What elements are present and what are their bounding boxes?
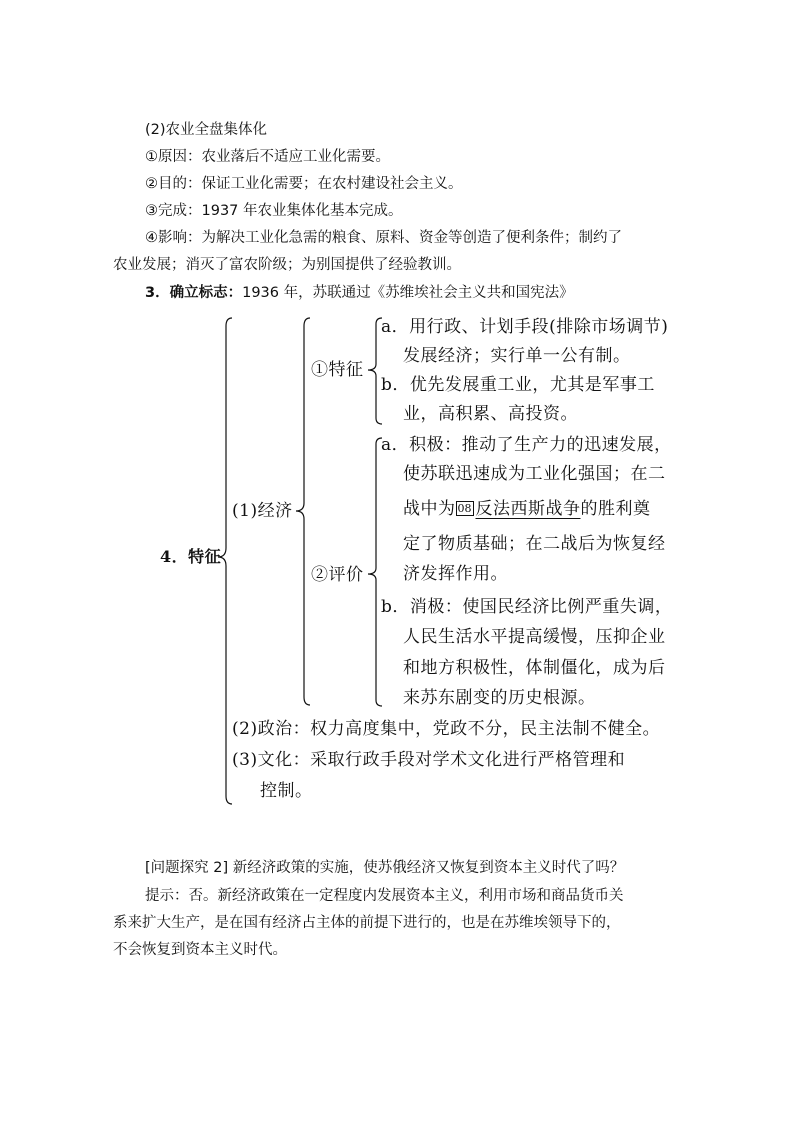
inquiry-answer-line3: 不会恢复到资本主义时代。 xyxy=(113,942,287,958)
eval-a-line5: 济发挥作用。 xyxy=(403,564,508,584)
impact-text-line1: ④影响：为解决工业化急需的粮食、原料、资金等创造了便利条件；制约了 xyxy=(145,230,622,246)
eval-b-line4: 来苏东剧变的历史根源。 xyxy=(403,688,596,708)
feature-b-line2: 业，高积累、高投资。 xyxy=(403,404,578,424)
eval-b-line2: 人民生活水平提高缓慢，压抑企业 xyxy=(403,627,666,647)
underlined-term xyxy=(456,499,581,519)
eval-a-line1: a．积极：推动了生产力的迅速发展， xyxy=(381,435,672,455)
eval-b-line1: b．消极：使国民经济比例严重失调， xyxy=(381,597,673,617)
eval-a-line4: 定了物质基础；在二战后为恢复经 xyxy=(403,534,666,554)
purpose-text: ②目的：保证工业化需要；在农村建设社会主义。 xyxy=(145,176,463,192)
underlined-term-text: 反法西斯战争 xyxy=(475,499,581,519)
eval-a-line3-pre: 战中为 xyxy=(403,499,456,519)
establishment-text: 1936 年，苏联通过《苏维埃社会主义共和国宪法》 xyxy=(242,285,574,301)
inquiry-answer-line2: 系来扩大生产，是在国有经济占主体的前提下进行的，也是在苏维埃领导下的， xyxy=(113,915,621,931)
eval-a-line3-post: 的胜利奠 xyxy=(580,499,651,519)
politics-text: (2)政治：权力高度集中，党政不分，民主法制不健全。 xyxy=(232,719,661,739)
diagram-root-label: 4．特征 xyxy=(160,547,222,566)
feature-a-line2: 发展经济；实行单一公有制。 xyxy=(403,346,631,366)
section-heading: (2)农业全盘集体化 xyxy=(145,122,268,138)
feature-brace xyxy=(368,318,382,424)
impact-text-line2: 农业发展；消灭了富农阶级；为别国提供了经验教训。 xyxy=(113,257,461,273)
eval-a-line3 xyxy=(403,497,651,521)
inquiry-question-line xyxy=(145,858,624,878)
feature-b-line1: b．优先发展重工业，尤其是军事工 xyxy=(381,375,655,395)
inquiry-tag: [问题探究 2] xyxy=(145,860,229,876)
establishment-label: 3．确立标志： xyxy=(145,285,243,301)
evaluation-label: ②评价 xyxy=(311,565,364,585)
economy-label: (1)经济 xyxy=(232,501,293,521)
feature-label: ①特征 xyxy=(311,360,364,380)
eval-a-line2: 使苏联迅速成为工业化强国；在二 xyxy=(403,464,666,484)
blank-number-box: 08 xyxy=(457,502,472,515)
inquiry-answer-line1: 提示：否。新经济政策在一定程度内发展资本主义，利用市场和商品货币关 xyxy=(145,888,624,904)
inquiry-question: 新经济政策的实施，使苏俄经济又恢复到资本主义时代了吗？ xyxy=(232,860,625,876)
economy-brace xyxy=(296,318,310,705)
culture-line1: (3)文化：采取行政手段对学术文化进行严格管理和 xyxy=(232,750,626,770)
completion-text: ③完成：1937 年农业集体化基本完成。 xyxy=(145,203,403,219)
culture-line2: 控制。 xyxy=(260,781,313,801)
evaluation-brace xyxy=(368,438,382,706)
cause-text: ①原因：农业落后不适应工业化需要。 xyxy=(145,149,390,165)
feature-a-line1: a．用行政、计划手段(排除市场调节) xyxy=(381,317,669,337)
eval-b-line3: 和地方积极性，体制僵化，成为后 xyxy=(403,658,666,678)
